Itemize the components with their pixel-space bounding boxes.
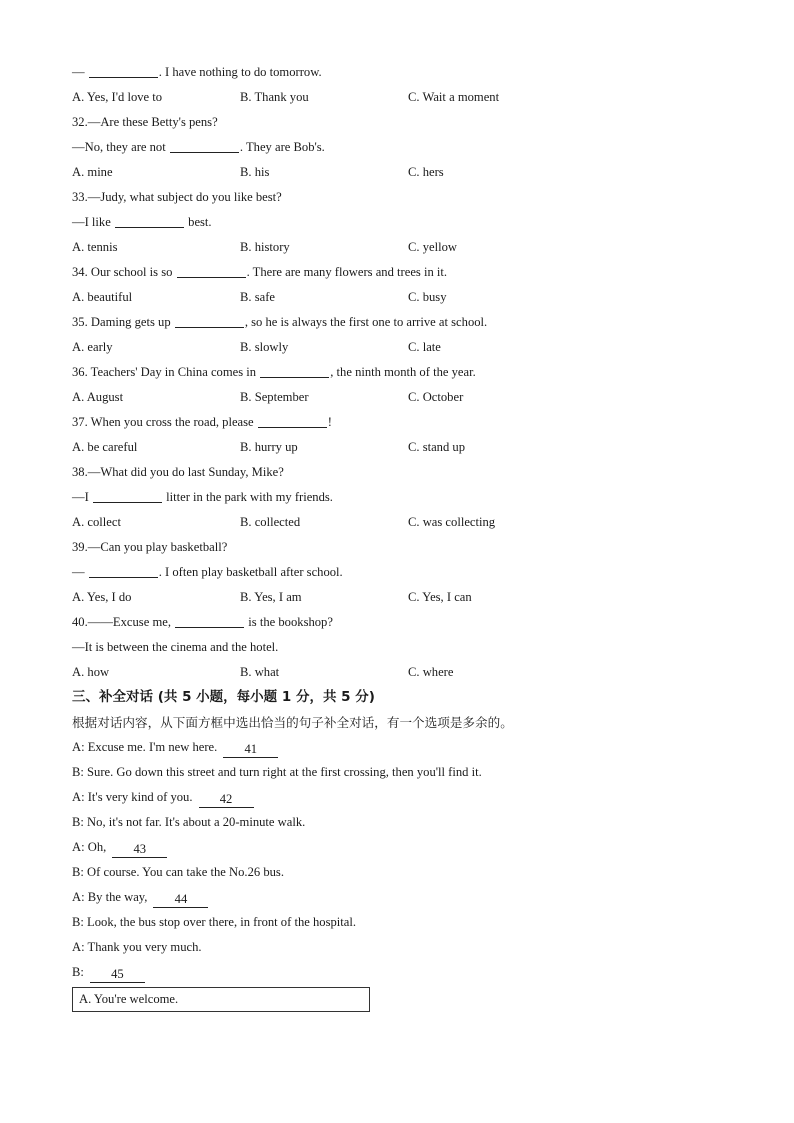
dialogue-text: A: Thank you very much. — [72, 940, 202, 954]
q33-blank[interactable] — [115, 213, 184, 228]
q32-option-a[interactable]: A. mine — [72, 165, 113, 179]
dialogue-line — [72, 810, 732, 835]
q35-option-c[interactable]: C. late — [408, 340, 441, 354]
q32-option-c[interactable]: C. hers — [408, 165, 444, 179]
dialogue-blank-44[interactable]: 44 — [153, 892, 208, 908]
q34-blank[interactable] — [177, 263, 246, 278]
q37-blank[interactable] — [258, 413, 327, 428]
q31-option-c[interactable]: C. Wait a moment — [408, 90, 500, 104]
q39-option-a[interactable]: A. Yes, I do — [72, 590, 132, 604]
q31-stem: — . I have nothing to do tomorrow. — [72, 65, 322, 79]
q35-options — [72, 335, 732, 360]
q38-option-b[interactable]: B. collected — [240, 515, 301, 529]
dialogue-line — [72, 885, 732, 910]
q35-stem: 35. Daming gets up , so he is always the first one to arrive at school. — [72, 315, 488, 329]
q36-blank[interactable] — [260, 363, 329, 378]
q31-blank[interactable] — [89, 63, 158, 78]
dialogue-line — [72, 760, 732, 785]
dialogue-line — [72, 735, 732, 760]
q34-option-b[interactable]: B. safe — [240, 290, 275, 304]
q31-options — [72, 85, 732, 110]
q38-option-a[interactable]: A. collect — [72, 515, 121, 529]
q40-stem: 40.——Excuse me, is the bookshop? — [72, 615, 333, 629]
dialogue-line — [72, 785, 732, 810]
q40-option-b[interactable]: B. what — [240, 665, 280, 679]
q39-option-c[interactable]: C. Yes, I can — [408, 590, 472, 604]
q36-stem: 36. Teachers' Day in China comes in , the ninth month of the year. — [72, 365, 476, 379]
q38-question: 38.—What did you do last Sunday, Mike? — [72, 465, 284, 479]
dialogue-text: B: Sure. Go down this street and turn right at the first crossing, then you'll find it. — [72, 765, 482, 779]
q33-option-c[interactable]: C. yellow — [408, 240, 457, 254]
q32-option-b[interactable]: B. his — [240, 165, 270, 179]
q33-stem: —I like best. — [72, 215, 212, 229]
dialogue-line — [72, 960, 732, 985]
dialogue-text: A: Excuse me. I'm new here. — [72, 740, 218, 754]
dialogue — [72, 735, 732, 985]
q39-stem: — . I often play basketball after school. — [72, 565, 343, 579]
q36-option-a[interactable]: A. August — [72, 390, 124, 404]
q39-option-b[interactable]: B. Yes, I am — [240, 590, 302, 604]
q40-blank[interactable] — [175, 613, 244, 628]
q33-option-b[interactable]: B. history — [240, 240, 290, 254]
exam-page — [72, 60, 732, 1012]
q37-options — [72, 435, 732, 460]
q34-option-c[interactable]: C. busy — [408, 290, 447, 304]
q38-blank[interactable] — [93, 488, 162, 503]
dialogue-text: B: — [72, 965, 84, 979]
q32-options — [72, 160, 732, 185]
dialogue-blank-41[interactable]: 41 — [223, 742, 278, 758]
dialogue-line — [72, 935, 732, 960]
q32-stem: —No, they are not . They are Bob's. — [72, 140, 325, 154]
q35-blank[interactable] — [175, 313, 244, 328]
q34-stem: 34. Our school is so . There are many flowers and trees in it. — [72, 265, 448, 279]
dialogue-blank-45[interactable]: 45 — [90, 967, 145, 983]
q40-option-a[interactable]: A. how — [72, 665, 110, 679]
dialogue-line — [72, 860, 732, 885]
q36-option-b[interactable]: B. September — [240, 390, 309, 404]
dialogue-line — [72, 910, 732, 935]
q39-blank[interactable] — [89, 563, 158, 578]
dialogue-blank-42[interactable]: 42 — [199, 792, 254, 808]
q37-option-b[interactable]: B. hurry up — [240, 440, 298, 454]
q40-answer-line: —It is between the cinema and the hotel. — [72, 640, 279, 654]
box-option-a: A. You're welcome. — [79, 992, 179, 1006]
q39-question: 39.—Can you play basketball? — [72, 540, 228, 554]
dialogue-text: B: Of course. You can take the No.26 bus. — [72, 865, 284, 879]
q31-option-b[interactable]: B. Thank you — [240, 90, 309, 104]
q36-option-c[interactable]: C. October — [408, 390, 464, 404]
q38-option-c[interactable]: C. was collecting — [408, 515, 496, 529]
q32-blank[interactable] — [170, 138, 239, 153]
q33-question: 33.—Judy, what subject do you like best? — [72, 190, 282, 204]
q35-option-a[interactable]: A. early — [72, 340, 113, 354]
q34-options — [72, 285, 732, 310]
q40-option-c[interactable]: C. where — [408, 665, 454, 679]
section-3-instruction: 根据对话内容，从下面方框中选出恰当的句子补全对话，有一个选项是多余的。 — [72, 715, 513, 730]
dialogue-blank-43[interactable]: 43 — [112, 842, 167, 858]
q35-option-b[interactable]: B. slowly — [240, 340, 289, 354]
q33-options — [72, 235, 732, 260]
q34-option-a[interactable]: A. beautiful — [72, 290, 133, 304]
q40-options — [72, 660, 732, 685]
dialogue-text: B: No, it's not far. It's about a 20-minute walk. — [72, 815, 306, 829]
dialogue-line — [72, 835, 732, 860]
dialogue-text: A: By the way, — [72, 890, 148, 904]
q33-option-a[interactable]: A. tennis — [72, 240, 118, 254]
dialogue-text: A: It's very kind of you. — [72, 790, 193, 804]
q37-option-a[interactable]: A. be careful — [72, 440, 138, 454]
q36-options — [72, 385, 732, 410]
q39-options — [72, 585, 732, 610]
q37-stem: 37. When you cross the road, please ! — [72, 415, 332, 429]
section-3-title: 三、补全对话 (共 5 小题，每小题 1 分，共 5 分) — [72, 689, 375, 705]
q32-question: 32.—Are these Betty's pens? — [72, 115, 218, 129]
q38-options — [72, 510, 732, 535]
q37-option-c[interactable]: C. stand up — [408, 440, 466, 454]
options-box — [72, 987, 370, 1012]
dialogue-text: B: Look, the bus stop over there, in front of the hospital. — [72, 915, 357, 929]
dialogue-text: A: Oh, — [72, 840, 107, 854]
q38-stem: —I litter in the park with my friends. — [72, 490, 333, 504]
q31-option-a[interactable]: A. Yes, I'd love to — [72, 90, 163, 104]
